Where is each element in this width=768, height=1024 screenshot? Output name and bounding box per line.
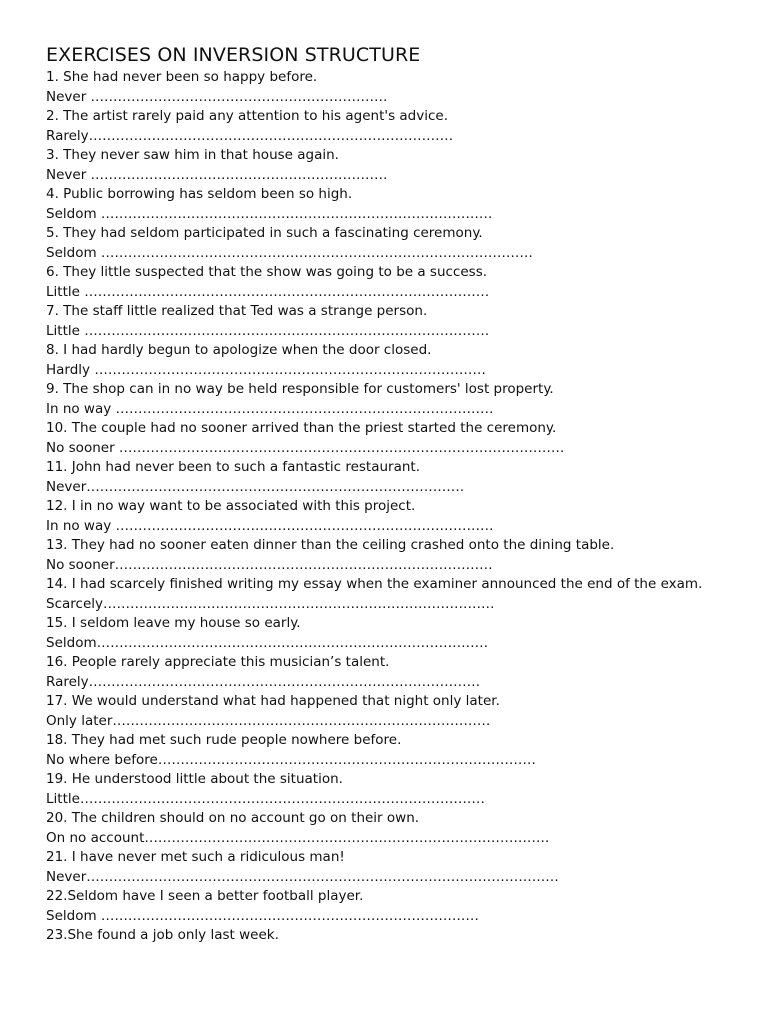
answer-line: Scarcely…………………………………………………………………………… <box>46 595 495 612</box>
exercise-sentence: 12. I in no way want to be associated with this project. <box>46 498 416 514</box>
answer-line: Never………………………………………………………………………… <box>46 478 465 495</box>
exercise-sentence: 19. He understood little about the situation. <box>46 771 343 787</box>
exercise-sentence: 14. I had scarcely finished writing my essay when the examiner announced the end of the exam. <box>46 576 703 592</box>
answer-line: No sooner………………………………………………………………………… <box>46 556 493 573</box>
exercise-sentence: 15. I seldom leave my house so early. <box>46 615 301 631</box>
exercise-sentence: 5. They had seldom participated in such a fascinating ceremony. <box>46 225 483 241</box>
exercise-sentence: 18. They had met such rude people nowhere before. <box>46 732 402 748</box>
answer-line: Rarely…………………………………………………………………………… <box>46 673 481 690</box>
exercise-sentence: 16. People rarely appreciate this musician’s talent. <box>46 654 390 670</box>
exercise-sentence: 9. The shop can in no way be held responsible for customers' lost property. <box>46 381 554 397</box>
answer-line: In no way ………………………………………………………………………… <box>46 400 494 417</box>
exercise-sentence: 1. She had never been so happy before. <box>46 69 318 85</box>
exercise-sentence: 6. They little suspected that the show was going to be a success. <box>46 264 488 280</box>
answer-line: Seldom ………………………………………………………………………… <box>46 907 479 924</box>
exercise-sentence: 10. The couple had no sooner arrived than the priest started the ceremony. <box>46 420 557 436</box>
answer-line: Little ……………………………………………………………………………… <box>46 322 490 339</box>
answer-line: In no way ………………………………………………………………………… <box>46 517 494 534</box>
answer-line: Never ………………………………………………………… <box>46 88 388 105</box>
answer-line: Little ……………………………………………………………………………… <box>46 283 490 300</box>
exercise-sentence: 21. I have never met such a ridiculous man! <box>46 849 345 865</box>
answer-line: Seldom…………………………………………………………………………… <box>46 634 489 651</box>
document-page <box>46 42 726 946</box>
exercise-list <box>46 68 726 946</box>
exercise-sentence: 3. They never saw him in that house again. <box>46 147 339 163</box>
page-title: EXERCISES ON INVERSION STRUCTURE <box>46 44 421 66</box>
answer-line: Little……………………………………………………………………………… <box>46 790 485 807</box>
exercise-sentence: 22.Seldom have I seen a better football player. <box>46 888 364 904</box>
answer-line: Seldom …………………………………………………………………………… <box>46 205 493 222</box>
exercise-sentence: 23.She found a job only last week. <box>46 927 279 943</box>
exercise-sentence: 8. I had hardly begun to apologize when the door closed. <box>46 342 432 358</box>
answer-line: Seldom …………………………………………………………………………………… <box>46 244 533 261</box>
answer-line: Hardly …………………………………………………………………………… <box>46 361 486 378</box>
answer-line: On no account……………………………………………………………………………… <box>46 829 550 846</box>
answer-line: Never…………………………………………………………………………………………… <box>46 868 559 885</box>
exercise-sentence: 2. The artist rarely paid any attention to his agent's advice. <box>46 108 449 124</box>
answer-line: Never ………………………………………………………… <box>46 166 388 183</box>
answer-line: No sooner ……………………………………………………………………………………… <box>46 439 565 456</box>
exercise-sentence: 4. Public borrowing has seldom been so high. <box>46 186 353 202</box>
exercise-sentence: 17. We would understand what had happened that night only later. <box>46 693 500 709</box>
exercise-sentence: 20. The children should on no account go on their own. <box>46 810 420 826</box>
answer-line: Only later………………………………………………………………………… <box>46 712 491 729</box>
exercise-sentence: 13. They had no sooner eaten dinner than the ceiling crashed onto the dining table. <box>46 537 615 553</box>
answer-line: No where before………………………………………………………………………… <box>46 751 536 768</box>
exercise-sentence: 11. John had never been to such a fantastic restaurant. <box>46 459 421 475</box>
exercise-sentence: 7. The staff little realized that Ted was a strange person. <box>46 303 428 319</box>
answer-line: Rarely……………………………………………………………………… <box>46 127 454 144</box>
